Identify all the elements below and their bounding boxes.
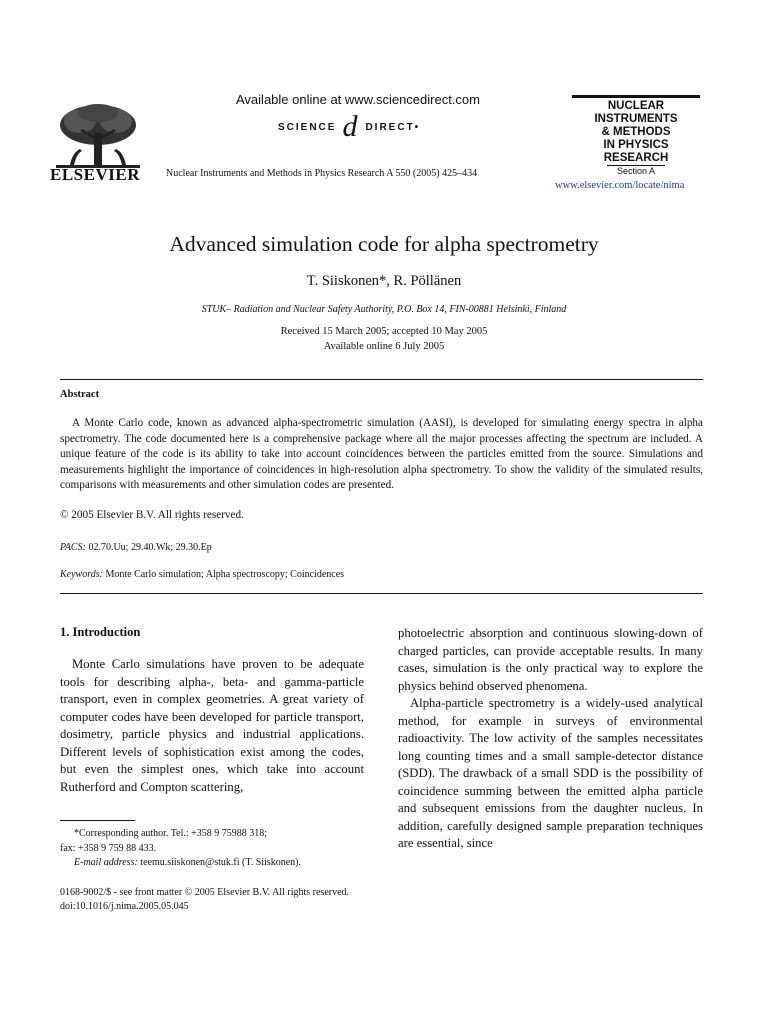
paper-title: Advanced simulation code for alpha spectrometry xyxy=(169,232,599,256)
publisher-name: ELSEVIER xyxy=(50,165,140,184)
front-matter xyxy=(60,886,349,914)
footnote-line: *Corresponding author. Tel.: +358 9 75988 318; xyxy=(74,828,268,839)
intro-right-column xyxy=(398,625,703,853)
journal-citation: Nuclear Instruments and Methods in Physics Research A 550 (2005) 425–434 xyxy=(166,168,478,179)
badge-top-rule xyxy=(572,95,700,98)
available-online-text: Available online at www.sciencedirect.com xyxy=(236,92,480,107)
divider xyxy=(60,379,703,380)
badge-line: IN PHYSICS xyxy=(603,139,669,151)
badge-section: Section A xyxy=(607,165,665,176)
badge-line: & METHODS xyxy=(601,126,671,138)
intro-left-column: Monte Carlo simulations have proven to be adequate tools for describing alpha-, beta- and gamma-particle transport, even in complex geometries. A great variety of computer codes have been developed for particle transport, dosimetry, particle physics and industrial applications. Different levels of sophistication exist among the codes, but even the simplest ones, which take into account Rutherford and Compton scattering, xyxy=(60,657,364,794)
badge-line: NUCLEAR xyxy=(607,100,665,112)
divider xyxy=(60,593,703,594)
sciencedirect-logo xyxy=(278,112,420,142)
abstract-heading: Abstract xyxy=(60,389,100,400)
keywords-label: Keywords: xyxy=(60,569,103,580)
authors: T. Siiskonen*, R. Pöllänen xyxy=(306,273,462,289)
paragraph: photoelectric absorption and continuous slowing-down of charged particles, can provide acceptable results. In many cases, simulation is the only practical way to explore the physics behind observed phenomena. xyxy=(398,626,703,693)
keywords-line xyxy=(60,569,344,580)
footnote-email xyxy=(60,856,301,871)
badge-line: INSTRUMENTS xyxy=(594,113,678,125)
section-heading: 1. Introduction xyxy=(60,625,141,639)
badge-title xyxy=(572,100,700,165)
abstract-text: A Monte Carlo code, known as advanced alpha-spectrometric simulation (AASI), is developed for simulating energy spectra in alpha spectrometry. The code documented here is a comprehensive package where all the major processes affecting the spectrum are included. A unique feature of the code is its ability to take into account coincidences between the particles emitted from the source. Simulations and measurements highlight the importance of coincidences in high-resolution alpha spectrometry. To show the validity of the simulated results, comparisons with measurements and other simulation codes are presented. xyxy=(60,417,703,491)
journal-url-link[interactable]: www.elsevier.com/locate/nima xyxy=(555,180,685,191)
pacs-line xyxy=(60,542,212,553)
affiliation: STUK– Radiation and Nuclear Safety Authority, P.O. Box 14, FIN-00881 Helsinki, Finland xyxy=(201,304,567,315)
sd-logo-at: d xyxy=(342,110,360,143)
doi-line: doi:10.1016/j.nima.2005.05.045 xyxy=(60,901,189,912)
pacs-value: 02.70.Uu; 29.40.Wk; 29.30.Ep xyxy=(85,542,212,553)
available-date: Available online 6 July 2005 xyxy=(323,341,445,352)
pacs-label: PACS: xyxy=(60,542,86,553)
footnote xyxy=(60,827,301,871)
issn-line: 0168-9002/$ - see front matter © 2005 Elsevier B.V. All rights reserved. xyxy=(60,887,350,898)
journal-badge xyxy=(572,95,700,176)
sd-logo-right: DIRECT• xyxy=(365,121,421,133)
email-value[interactable]: teemu.siiskonen@stuk.fi (T. Siiskonen). xyxy=(137,857,301,868)
email-label: E-mail address: xyxy=(74,857,138,868)
sd-logo-left: SCIENCE xyxy=(278,121,337,133)
badge-line: RESEARCH xyxy=(603,152,669,164)
paragraph: Alpha-particle spectrometry is a widely-used analytical method, for example in surveys of environmental radioactivity. The low activity of the samples necessitates long counting times and a small sample-detector distance (SDD). The drawback of a small SDD is the possibility of coincidence summing between the emitted alpha particle and subsequent emissions from the daughter nucleus. In addition, carefully designed sample preparation techniques are essential, since xyxy=(398,696,703,850)
abstract-copyright: © 2005 Elsevier B.V. All rights reserved. xyxy=(60,509,244,521)
footnote-line: fax: +358 9 759 88 433. xyxy=(60,842,157,854)
footnote-rule xyxy=(60,820,135,821)
keywords-value: Monte Carlo simulation; Alpha spectroscopy; Coincidences xyxy=(102,569,345,580)
received-dates: Received 15 March 2005; accepted 10 May 2005 xyxy=(280,326,488,337)
